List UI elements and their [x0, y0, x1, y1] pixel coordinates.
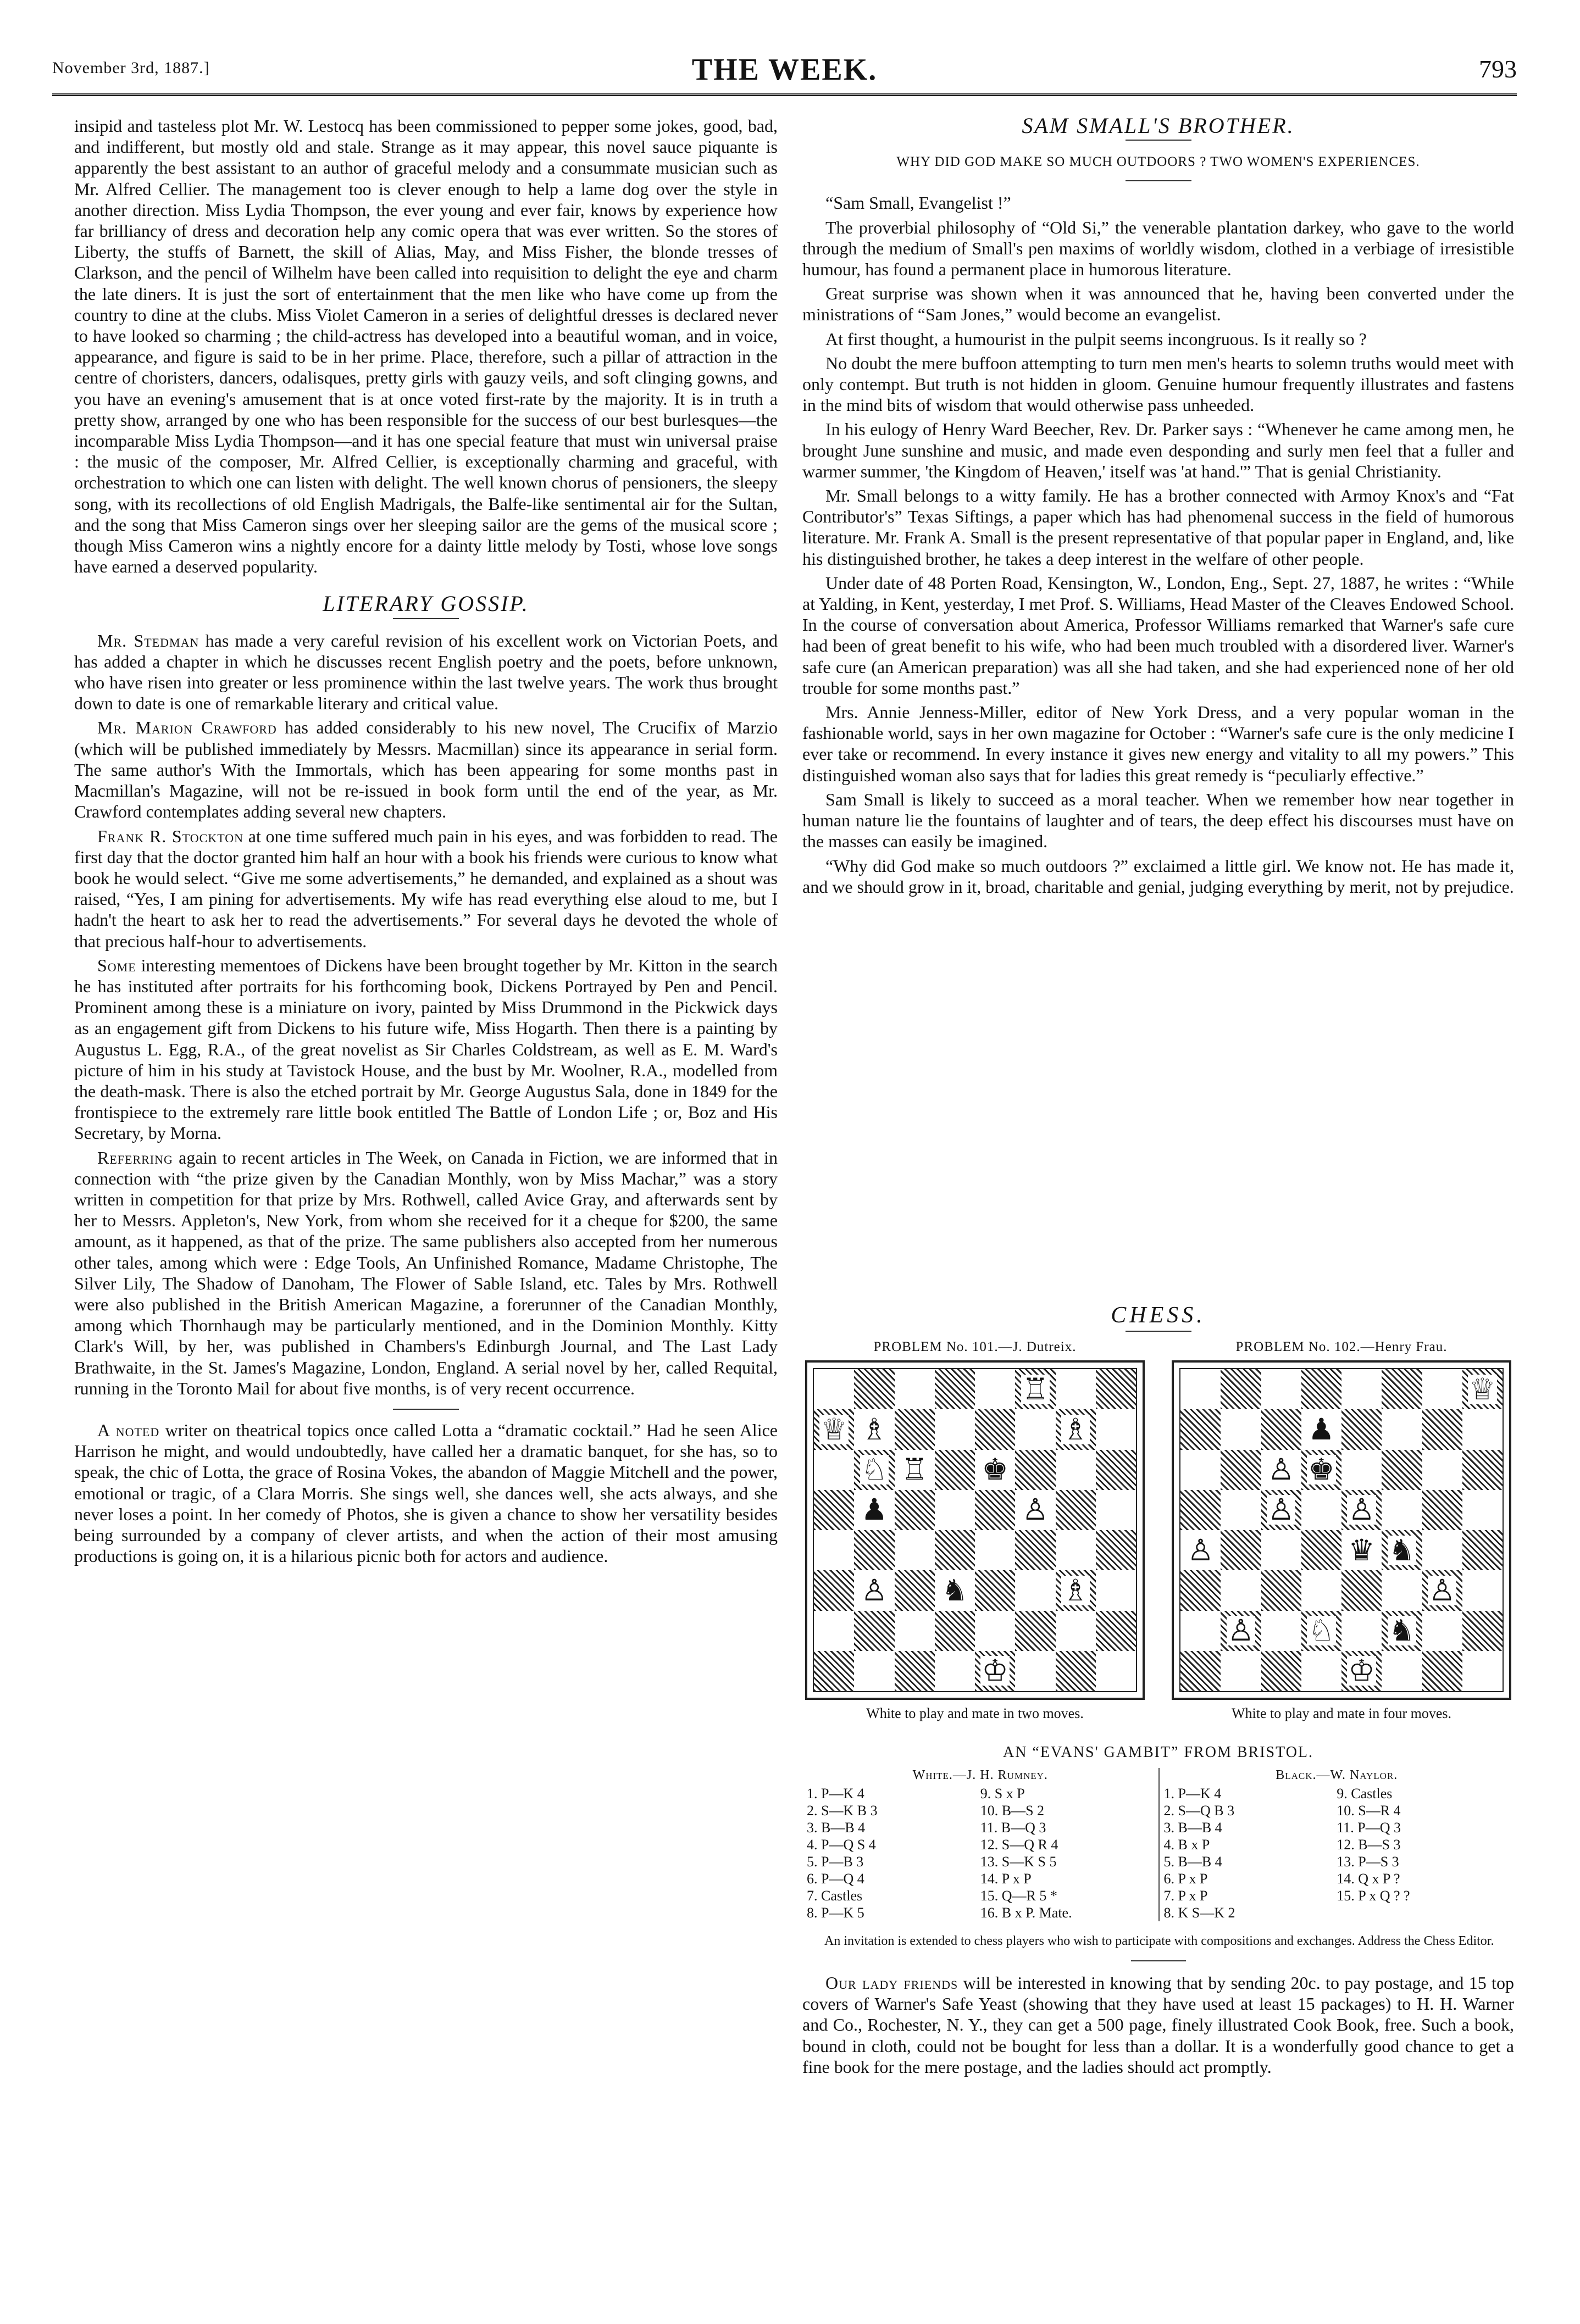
- article-paragraph: Under date of 48 Porten Road, Kensington, W., London, Eng., Sept. 27, 1887, he writes : “While at Yalding, in Kent, yesterday, I met Prof. S. Williams, Head Master of the Cleaves Endowed School. In the course of conversation about America, Professor Williams remarked that Warner's safe cure had been of great benefit to his wife, who had been much troubled with a disordered liver. Warner's safe cure (an American preparation) was all she had taken, and she had experienced none of her old trouble for some months past.”: [802, 572, 1514, 698]
- section-rule: [1126, 1331, 1191, 1332]
- board-square: [1422, 1369, 1462, 1409]
- article-paragraph: Mrs. Annie Jenness-Miller, editor of New York Dress, and a very popular woman in the fashionable world, says in her own magazine for October : “Warner's safe cure is the only medicine I ever take or recommend. In every instance it gives new energy and vitality to all my powers.” This distinguished woman also says that for ladies this great remedy is “peculiarly effective.”: [802, 702, 1514, 785]
- black-moves-col-1: [1164, 1785, 1337, 1921]
- board-square: [935, 1450, 975, 1490]
- chess-board: [1179, 1368, 1504, 1692]
- board-square: [975, 1369, 1015, 1409]
- article-paragraph: Mr. Small belongs to a witty family. He has a brother connected with Armoy Knox's and “Fat Contributor's” Texas Siftings, a paper which has had phenomenal success in the field of humorous literature. Mr. Frank A. Small is the present representative of that popular paper in England, and, like his distinguished brother, he takes a deep interest in the welfare of other people.: [802, 486, 1514, 569]
- chess-move: 15. Q—R 5 *: [980, 1888, 1057, 1904]
- board-square: [1221, 1651, 1261, 1691]
- chess-board: [813, 1368, 1137, 1692]
- board-square: [975, 1490, 1015, 1530]
- board-square: [935, 1651, 975, 1691]
- board-square: [1261, 1369, 1301, 1409]
- board-square: [1180, 1409, 1221, 1449]
- board-square: [1015, 1651, 1055, 1691]
- board-square: [895, 1611, 935, 1651]
- board-square: [1221, 1409, 1261, 1449]
- board-square: [1015, 1611, 1055, 1651]
- board-square: [1015, 1570, 1055, 1610]
- board-square: [1221, 1530, 1261, 1570]
- masthead: [52, 52, 1517, 87]
- chess-piece: ♙: [1267, 1492, 1295, 1527]
- theatre-review-continued: insipid and tasteless plot Mr. W. Lestocq has been commissioned to pepper some jokes, good, bad, and indifferent, but mostly old and stale. Strange as it may appear, this novel sauce piquante is apparently the best assistant to an author of graceful melody and a consummate musician such as Mr. Alfred Cellier. The management too is clever enough to help a lame dog over the style in another direction. Miss Lydia Thompson, the ever young and ever fair, knows by experience how far brilliancy of dress and decoration help any comic opera that was ever written. So the stores of Liberty, the stuffs of Barnett, the skill of Alias, May, and Miss Fisher, the blonde tresses of Clarkson, and the pencil of Wilhelm have been called into requisition to delight the eye and charm the late diners. It is just the sort of entertainment that the men like who have come up from the country to dine at the clubs. Miss Violet Cameron in a series of delightful dresses is declared never to have looked so charming ; the child-actress has developed into a beautiful woman, and in voice, appearance, and figure is said to be in her prime. Place, therefore, such a pillar of attraction in the centre of choristers, dancers, odalisques, pretty girls with gauzy veils, and soft clinging gowns, and you have an evening's amusement that is at once voted first-rate by the majority. It is in truth a pretty show, arranged by one who has been responsible for the success of our best burlesques—the incomparable Miss Lydia Thompson—and it has one special feature that must win universal praise : the music of the composer, Mr. Alfred Cellier, is exceptionally charming and graceful, with orchestration to which one can listen with delight. The well known chorus of pensioners, the sleepy song, with its recollections of old English Madrigals, the Balfe-like sentimental air for the Sultan, and the song that Miss Cameron sings over her sleeping sailor are the gems of the musical score ; though Miss Cameron wins a nightly encore for a dainty little melody by Tosti, whose love songs have earned a deserved popularity.: [74, 116, 778, 577]
- chess-piece: ♙: [1267, 1452, 1295, 1487]
- chess-move: 7. P x P: [1163, 1888, 1208, 1904]
- chess-move: 12. B—S 3: [1337, 1837, 1401, 1853]
- section-rule: [1126, 180, 1191, 181]
- board-square: [1261, 1490, 1301, 1530]
- board-square: [814, 1369, 854, 1409]
- board-square: [814, 1570, 854, 1610]
- gossip-paragraph: [74, 955, 778, 1144]
- chess-problem-102: [1169, 1339, 1514, 1722]
- gambit-game: [802, 1768, 1514, 1921]
- gossip-paragraph: [74, 717, 778, 822]
- white-moves-col-1: [807, 1785, 980, 1921]
- gossip-text: has made a very careful revision of his excellent work on Victorian Poets, and has added a chapter in which he discusses recent English poetry and the poets, before unknown, who have risen into greater or less prominence within the last twelve years. The work thus brought down to date is one of remarkable literary and critical value.: [74, 630, 778, 714]
- board-square: [1382, 1490, 1422, 1530]
- board-square: [1056, 1570, 1096, 1610]
- board-square: [1096, 1530, 1136, 1570]
- gossip-lead: Referring: [97, 1147, 173, 1167]
- board-square: [975, 1651, 1015, 1691]
- board-square: [1341, 1530, 1382, 1570]
- board-square: [895, 1651, 935, 1691]
- board-square: [854, 1611, 894, 1651]
- chess-move: 14. Q x P ?: [1337, 1871, 1400, 1887]
- gossip-lead: Frank R. Stockton: [97, 826, 244, 846]
- board-square: [935, 1530, 975, 1570]
- article-paragraph: In his eulogy of Henry Ward Beecher, Rev. Dr. Parker says : “Whenever he came among men, he brought June sunshine and music, and made even desponding and surly men feel that a fuller and warmer summer, 'the Kingdom of Heaven,' itself was 'at hand.'” That is genial Christianity.: [802, 419, 1514, 481]
- chess-invitation: An invitation is extended to chess players who wish to participate with compositions and exchanges. Address the Chess Editor.: [824, 1934, 1494, 1948]
- chess-piece: ♙: [1187, 1532, 1214, 1567]
- board-square: [814, 1651, 854, 1691]
- gossip-lead: A noted: [97, 1420, 160, 1440]
- board-square: [1015, 1369, 1055, 1409]
- article-paragraph: Sam Small is likely to succeed as a moral teacher. When we remember how near together in human nature lie the fountains of laughter and of tears, the deep effect his discourses must have on the masses can easily be imagined.: [802, 789, 1514, 852]
- article-paragraph: “Why did God make so much outdoors ?” exclaimed a little girl. We know not. He has made it, and we should grow in it, broad, charitable and genial, judging everything by merit, not by prejudice.: [802, 855, 1514, 897]
- gossip-text: has added considerably to his new novel, The Crucifix of Marzio (which will be published immediately by Messrs. Macmillan) since its appearance in serial form. The same author's With the Immortals, which has been appearing for some months past in Macmillan's Magazine, will not be re-issued in book form until the end of the year, as Mr. Crawford contemplates adding several new chapters.: [74, 718, 778, 822]
- board-square: [1180, 1651, 1221, 1691]
- board-square: [854, 1369, 894, 1409]
- board-frame: [805, 1360, 1145, 1700]
- article-paragraph: The proverbial philosophy of “Old Si,” the venerable plantation darkey, who gave to the world through the medium of Small's pen maxims of worldly wisdom, clothed in a verbiage of irresistible humour, has found a permanent place in humorous literature.: [802, 217, 1514, 280]
- board-square: [935, 1409, 975, 1449]
- board-square: [1056, 1651, 1096, 1691]
- board-square: [1462, 1651, 1503, 1691]
- board-square: [1261, 1651, 1301, 1691]
- board-square: [1382, 1611, 1422, 1651]
- section-rule: [1126, 140, 1191, 141]
- board-frame: [1172, 1360, 1511, 1700]
- literary-gossip-heading: LITERARY GOSSIP.: [323, 591, 529, 616]
- white-moves-col-2: [980, 1785, 1154, 1921]
- board-square: [1422, 1530, 1462, 1570]
- board-square: [1056, 1490, 1096, 1530]
- board-square: [1462, 1611, 1503, 1651]
- board-square: [1301, 1369, 1341, 1409]
- board-square: [1422, 1409, 1462, 1449]
- chess-move: 2. S—K B 3: [807, 1803, 878, 1819]
- board-square: [1422, 1611, 1462, 1651]
- board-square: [1180, 1530, 1221, 1570]
- gossip-text: again to recent articles in The Week, on Canada in Fiction, we are informed that in connection with “the prize given by the Canadian Monthly, won by Miss Machar,” was a story written in competition for that prize by Mrs. Rothwell, called Avice Gray, and afterwards sent by her to Messrs. Appleton's, New York, from whom she received for it a cheque for $200, the same amount, as it happened, as that of the prize. The same publishers also accepted from her numerous other tales, among which were : Edge Tools, An Unfinished Romance, Madame Christophe, The Silver Lily, The Shadow of Danoham, The Flower of Sable Island, etc. Tales by Mrs. Rothwell were also published in the British American Magazine, a forerunner of the Canadian Monthly, among which Thornhaugh may be particularly mentioned, and in the Dominion Monthly. Kitty Clark's Will, by her, was published in Chambers's Edinburgh Journal, and The Last Lady Brathwaite, in the St. James's Magazine, London, England. A serial novel by her, called Requital, running in the Toronto Mail for about five months, is of very recent occurrence.: [74, 1147, 778, 1398]
- board-square: [1301, 1409, 1341, 1449]
- board-square: [975, 1530, 1015, 1570]
- masthead-rule: [52, 93, 1517, 96]
- board-square: [1180, 1450, 1221, 1490]
- board-square: [1056, 1450, 1096, 1490]
- board-square: [1261, 1409, 1301, 1449]
- advert-lead: Our lady friends: [825, 1973, 958, 1993]
- chess-piece: ♔: [1348, 1653, 1375, 1688]
- gossip-lead: Mr. Marion Crawford: [97, 718, 277, 738]
- board-square: [1261, 1611, 1301, 1651]
- chess-piece: ♟: [1308, 1411, 1335, 1447]
- board-square: [1382, 1651, 1422, 1691]
- board-square: [1221, 1490, 1261, 1530]
- article-paragraph: No doubt the mere buffoon attempting to turn men men's hearts to solemn truths would meet with only contempt. But truth is not hidden in gloom. Genuine humour frequently illustrates and fastens in the mind bits of wisdom that would otherwise pass unheeded.: [802, 353, 1514, 415]
- board-square: [1056, 1409, 1096, 1449]
- chess-piece: ♙: [861, 1572, 888, 1608]
- board-square: [895, 1530, 935, 1570]
- black-moves-col-2: [1337, 1785, 1510, 1921]
- chess-move: 15. P x Q ? ?: [1337, 1888, 1410, 1904]
- board-square: [1180, 1490, 1221, 1530]
- board-square: [1341, 1490, 1382, 1530]
- chess-move: 8. P—K 5: [807, 1905, 864, 1921]
- right-column: [802, 115, 1514, 900]
- board-square: [1301, 1490, 1341, 1530]
- chess-move: 10. S—R 4: [1337, 1803, 1401, 1819]
- article-heading: SAM SMALL'S BROTHER.: [1022, 113, 1295, 138]
- chess-move: 6. P x P: [1163, 1871, 1208, 1887]
- chess-move: 10. B—S 2: [980, 1803, 1045, 1819]
- board-square: [1301, 1651, 1341, 1691]
- chess-piece: ♙: [1022, 1492, 1049, 1527]
- board-square: [814, 1490, 854, 1530]
- board-square: [1096, 1611, 1136, 1651]
- left-column: [74, 115, 778, 1570]
- board-square: [1096, 1570, 1136, 1610]
- article-paragraph: “Sam Small, Evangelist !”: [825, 193, 1011, 213]
- white-moves: [802, 1768, 1158, 1921]
- article-paragraph: Great surprise was shown when it was announced that he, having been converted under the ministrations of “Sam Jones,” would become an evangelist.: [802, 283, 1514, 325]
- article-subheading: WHY DID GOD MAKE SO MUCH OUTDOORS ? TWO WOMEN'S EXPERIENCES.: [896, 154, 1420, 170]
- chess-piece: ♙: [1428, 1572, 1456, 1608]
- gambit-title: AN “EVANS' GAMBIT” FROM BRISTOL.: [1002, 1744, 1314, 1761]
- board-square: [1015, 1409, 1055, 1449]
- chess-move: 6. P—Q 4: [807, 1871, 864, 1887]
- article-paragraph: At first thought, a humourist in the pulpit seems incongruous. Is it really so ?: [825, 329, 1367, 349]
- board-square: [935, 1611, 975, 1651]
- board-square: [895, 1450, 935, 1490]
- chess-move: 9. Castles: [1337, 1786, 1393, 1802]
- board-square: [814, 1611, 854, 1651]
- section-rule: [1131, 1960, 1186, 1961]
- gossip-text: at one time suffered much pain in his eyes, and was forbidden to read. The first day that the doctor granted him half an hour with a book his friends were curious to know what book he would select. “Give me some advertisements,” he demanded, and explained as a shout was raised, “Yes, I am pining for advertisements. My wife has read everything else aloud to me, but I hadn't the heart to ask her to read the advertisements.” For several days he devoted the whole of that precious half-hour to advertisements.: [74, 826, 778, 951]
- board-square: [1462, 1530, 1503, 1570]
- advert-text: will be interested in knowing that by sending 20c. to pay postage, and 15 top covers of Warner's Safe Yeast (showing that they have used at least 15 packages) to H. H. Warner and Co., Rochester, N. Y., they can get a 500 page, finely illustrated Cook Book, free. Such a book, bound in cloth, could not be bought for less than a dollar. It is a wonderfully good chance to get a fine book for the mere postage, and the ladies should act promptly.: [802, 1973, 1514, 2077]
- chess-move: 7. Castles: [807, 1888, 863, 1904]
- board-square: [1180, 1570, 1221, 1610]
- board-square: [1422, 1450, 1462, 1490]
- chess-piece: ♗: [1062, 1411, 1089, 1447]
- chess-piece: ♛: [1348, 1532, 1375, 1567]
- chess-move: 5. P—B 3: [807, 1854, 864, 1870]
- board-square: [1422, 1490, 1462, 1530]
- board-square: [975, 1570, 1015, 1610]
- board-square: [1301, 1450, 1341, 1490]
- chess-piece: ♗: [861, 1411, 888, 1447]
- gossip-paragraph: [74, 630, 778, 714]
- chess-piece: ♘: [861, 1452, 888, 1487]
- chess-move: 4. B x P: [1163, 1837, 1210, 1853]
- board-square: [1422, 1651, 1462, 1691]
- board-square: [1096, 1369, 1136, 1409]
- gossip-paragraph: [74, 1147, 778, 1399]
- board-square: [1301, 1570, 1341, 1610]
- chess-move: 11. P—Q 3: [1337, 1820, 1401, 1836]
- board-square: [895, 1409, 935, 1449]
- board-square: [1056, 1530, 1096, 1570]
- board-square: [814, 1530, 854, 1570]
- board-square: [1096, 1409, 1136, 1449]
- chess-move: 13. P—S 3: [1337, 1854, 1399, 1870]
- board-square: [1261, 1450, 1301, 1490]
- chess-move: 5. B—B 4: [1163, 1854, 1222, 1870]
- problem-caption: PROBLEM No. 101.—J. Dutreix.: [873, 1339, 1077, 1354]
- board-square: [935, 1369, 975, 1409]
- chess-problems: [802, 1339, 1514, 1722]
- board-square: [975, 1611, 1015, 1651]
- chess-move: 8. K S—K 2: [1163, 1905, 1235, 1921]
- chess-piece: ♞: [941, 1572, 968, 1608]
- board-square: [1221, 1450, 1261, 1490]
- problem-note: White to play and mate in two moves.: [866, 1705, 1084, 1721]
- chess-heading: CHESS.: [1111, 1303, 1206, 1328]
- chess-move: 4. P—Q S 4: [807, 1837, 876, 1853]
- section-rule: [393, 1409, 459, 1410]
- board-square: [1096, 1450, 1136, 1490]
- board-square: [1341, 1570, 1382, 1610]
- chess-piece: ♚: [982, 1452, 1008, 1487]
- board-square: [1096, 1490, 1136, 1530]
- chess-move: 3. B—B 4: [807, 1820, 866, 1836]
- board-square: [895, 1490, 935, 1530]
- gossip-lead: Mr. Stedman: [97, 630, 199, 651]
- board-square: [854, 1570, 894, 1610]
- board-square: [1341, 1611, 1382, 1651]
- board-square: [1341, 1651, 1382, 1691]
- gossip-paragraph: [74, 826, 778, 952]
- board-square: [1462, 1490, 1503, 1530]
- board-square: [1341, 1409, 1382, 1449]
- board-square: [975, 1409, 1015, 1449]
- chess-piece: ♕: [1469, 1371, 1496, 1406]
- chess-piece: ♘: [1308, 1613, 1335, 1648]
- board-square: [1261, 1530, 1301, 1570]
- chess-move: 1. P—K 4: [1163, 1786, 1222, 1802]
- chess-move: 12. S—Q R 4: [980, 1837, 1058, 1853]
- board-square: [1180, 1611, 1221, 1651]
- board-square: [975, 1450, 1015, 1490]
- white-player: White.—J. H. Rumney.: [912, 1768, 1048, 1782]
- board-square: [854, 1450, 894, 1490]
- board-square: [1382, 1450, 1422, 1490]
- board-square: [1015, 1530, 1055, 1570]
- chess-piece: ♚: [1308, 1452, 1335, 1487]
- issue-date: November 3rd, 1887.]: [52, 59, 210, 77]
- board-square: [1462, 1369, 1503, 1409]
- board-square: [854, 1490, 894, 1530]
- chess-move: 3. B—B 4: [1163, 1820, 1222, 1836]
- board-square: [1382, 1530, 1422, 1570]
- board-square: [1261, 1570, 1301, 1610]
- board-square: [1462, 1409, 1503, 1449]
- chess-piece: ♗: [1062, 1572, 1089, 1608]
- board-square: [1180, 1369, 1221, 1409]
- board-square: [895, 1369, 935, 1409]
- chess-move: 11. B—Q 3: [980, 1820, 1046, 1836]
- board-square: [1015, 1450, 1055, 1490]
- board-square: [1341, 1369, 1382, 1409]
- board-square: [1462, 1450, 1503, 1490]
- board-square: [854, 1651, 894, 1691]
- chess-section: [802, 1297, 1514, 2077]
- chess-piece: ♔: [982, 1653, 1008, 1688]
- paper-title: THE WEEK.: [691, 53, 878, 87]
- problem-note: White to play and mate in four moves.: [1231, 1705, 1451, 1721]
- chess-piece: ♖: [1022, 1371, 1049, 1406]
- gossip-text: writer on theatrical topics once called Lotta a “dramatic cocktail.” Had he seen Alice Harrison he might, and would undoubtedly, have called her a dramatic banquet, for she has, so to speak, the chic of Lotta, the grace of Rosina Vokes, the abandon of Maggie Mitchell and the power, emotional or tragic, of a Clara Morris. She sings well, she dances well, she acts always, and she never loses a point. In her comedy of Photos, she is given a chance to show her versatility besides being surrounded by a company of clever artists, and when the action of their most amusing productions is going on, it is a hilarious picnic both for actors and audience.: [74, 1420, 778, 1566]
- black-player: Black.—W. Naylor.: [1276, 1768, 1398, 1782]
- chess-piece: ♞: [1388, 1613, 1416, 1648]
- board-square: [1382, 1570, 1422, 1610]
- gossip-text: interesting mementoes of Dickens have been brought together by Mr. Kitton in the search he has instituted after portraits for his forthcoming book, Dickens Portrayed by Pen and Pencil. Prominent among these is a miniature on ivory, painted by Miss Drummond in the Pickwick days as an engagement gift from Dickens to his future wife, Miss Hogarth. Then there is a painting by Augustus L. Egg, R.A., of the great novelist as Sir Charles Coldstream, as well as E. M. Ward's picture of him in his study at Tavistock House, and the bust by Mr. Woolner, R.A., modelled from the death-mask. There is also the etched portrait by Mr. George Augustus Sala, done in 1849 for the frontispiece to the extremely rare little book entitled The Battle of London Life ; or, Boz and His Secretary, by Morna.: [74, 955, 778, 1143]
- page-number: 793: [1479, 55, 1517, 83]
- board-square: [935, 1570, 975, 1610]
- board-square: [1015, 1490, 1055, 1530]
- chess-piece: ♖: [901, 1452, 928, 1487]
- board-square: [1096, 1651, 1136, 1691]
- board-square: [1422, 1570, 1462, 1610]
- board-square: [1221, 1611, 1261, 1651]
- chess-problem-101: [802, 1339, 1147, 1722]
- chess-move: 2. S—Q B 3: [1163, 1803, 1235, 1819]
- chess-move: 1. P—K 4: [807, 1786, 864, 1802]
- cook-book-advert: [802, 1972, 1514, 2077]
- chess-piece: ♙: [1348, 1492, 1375, 1527]
- chess-move: 16. B x P. Mate.: [980, 1905, 1072, 1921]
- gossip-lead: Some: [97, 955, 136, 975]
- board-square: [1301, 1530, 1341, 1570]
- board-square: [1462, 1570, 1503, 1610]
- board-square: [895, 1570, 935, 1610]
- chess-move: 13. S—K S 5: [980, 1854, 1057, 1870]
- board-square: [1221, 1570, 1261, 1610]
- board-square: [1341, 1450, 1382, 1490]
- chess-piece: ♞: [1388, 1532, 1416, 1567]
- chess-move: 14. P x P: [980, 1871, 1032, 1887]
- board-square: [1382, 1369, 1422, 1409]
- board-square: [1301, 1611, 1341, 1651]
- board-square: [1056, 1369, 1096, 1409]
- black-moves: [1158, 1768, 1515, 1921]
- gossip-paragraph: [74, 1420, 778, 1566]
- chess-piece: ♕: [821, 1411, 847, 1447]
- board-square: [1221, 1369, 1261, 1409]
- chess-piece: ♟: [861, 1492, 888, 1527]
- board-square: [854, 1409, 894, 1449]
- board-square: [935, 1490, 975, 1530]
- board-square: [814, 1409, 854, 1449]
- board-square: [1056, 1611, 1096, 1651]
- board-square: [854, 1530, 894, 1570]
- chess-piece: ♙: [1227, 1613, 1255, 1648]
- chess-move: 9. S x P: [980, 1786, 1025, 1802]
- problem-caption: PROBLEM No. 102.—Henry Frau.: [1235, 1339, 1448, 1354]
- section-rule: [393, 618, 459, 619]
- board-square: [814, 1450, 854, 1490]
- board-square: [1382, 1409, 1422, 1449]
